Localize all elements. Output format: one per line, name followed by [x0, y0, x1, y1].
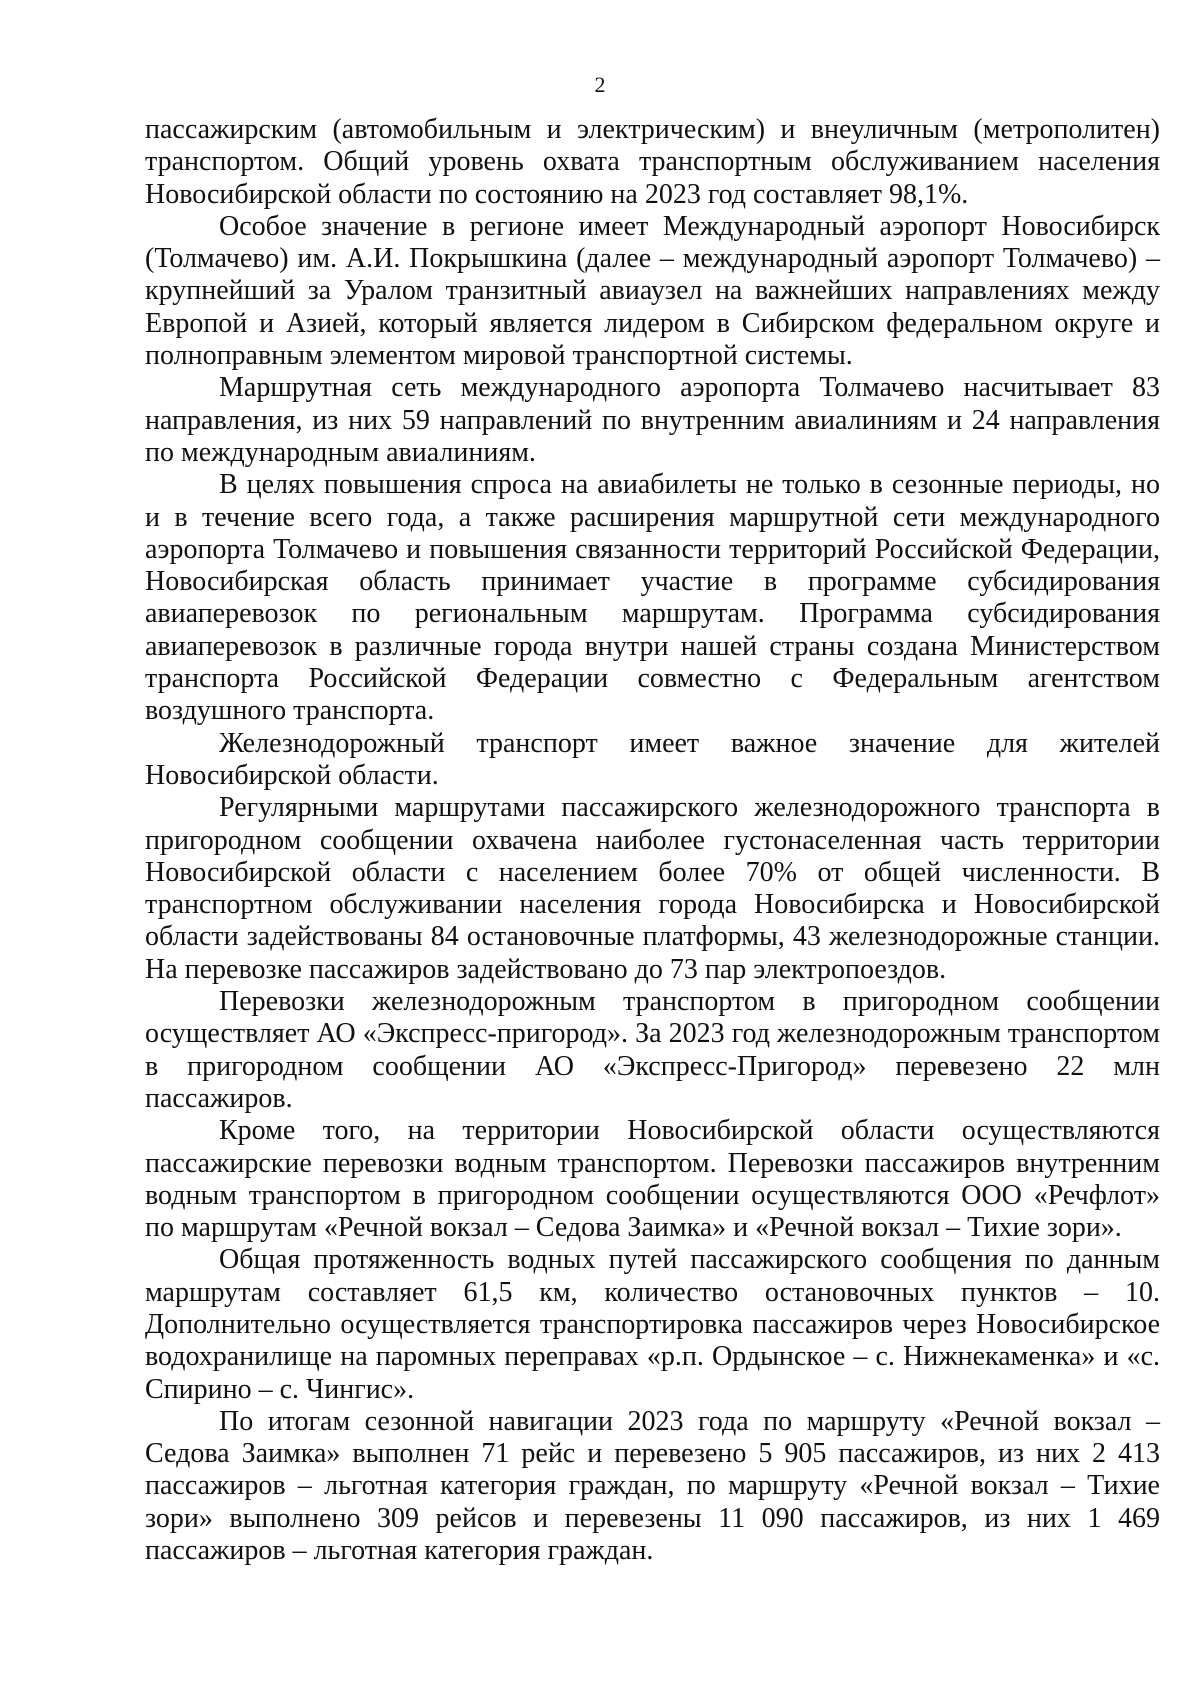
paragraph-express-prigorod: Перевозки железнодорожным транспортом в пригородном сообщении осуществляет АО «Экспресс-пригород». За 2023 год железнодорожным транспортом в пригородном сообщении АО «Экспресс-Пригород» перевезено 22 млн пассажиров. — [145, 986, 1160, 1114]
paragraph-subsidy-program: В целях повышения спроса на авиабилеты не только в сезонные периоды, но и в течение всего года, а также расширения маршрутной сети международного аэропорта Толмачево и повышения связанности территорий Российской Федерации, Новосибирская область принимает участие в программе субсидирования авиаперевозок по региональным маршрутам. Программа субсидирования авиаперевозок в различные города внутри нашей страны создана Министерством транспорта Российской Федерации совместно с Федеральным агентством воздушного транспорта. — [145, 469, 1160, 727]
paragraph-water-transport: Кроме того, на территории Новосибирской области осуществляются пассажирские перевозки водным транспортом. Перевозки пассажиров внутренним водным транспортом в пригородном сообщении осуществляются ООО «Речфлот» по маршрутам «Речной вокзал – Седова Заимка» и «Речной вокзал – Тихие зори». — [145, 1115, 1160, 1244]
paragraph-transport-coverage: пассажирским (автомобильным и электрическим) и внеуличным (метрополитен) транспортом. Общий уровень охвата транспортным обслуживанием населения Новосибирской области по состоянию на 2023 год составляет 98,1%. — [145, 114, 1160, 210]
document-body — [145, 114, 1160, 1567]
page-number: 2 — [594, 72, 606, 97]
paragraph-railway-importance: Железнодорожный транспорт имеет важное значение для жителей Новосибирской области. — [145, 727, 1160, 791]
paragraph-tolmachevo-airport: Особое значение в регионе имеет Международный аэропорт Новосибирск (Толмачево) им. А.И. Покрышкина (далее – международный аэропорт Толмачево) – крупнейший за Уралом транзитный авиаузел на важнейших направлениях между Европой и Азией, который является лидером в Сибирском федеральном округе и полноправным элементом мировой транспортной системы. — [145, 210, 1160, 372]
paragraph-suburban-rail-coverage: Регулярными маршрутами пассажирского железнодорожного транспорта в пригородном сообщении охвачена наиболее густонаселенная часть территории Новосибирской области с населением более 70% от общей численности. В транспортном обслуживании населения города Новосибирска и Новосибирской области задействованы 84 остановочные платформы, 43 железнодорожные станции. На перевозке пассажиров задействовано до 73 пар электропоездов. — [145, 792, 1160, 985]
paragraph-navigation-results: По итогам сезонной навигации 2023 года по маршруту «Речной вокзал – Седова Заимка» выполнен 71 рейс и перевезено 5 905 пассажиров, из них 2 413 пассажиров – льготная категория граждан, по маршруту «Речной вокзал – Тихие зори» выполнено 309 рейсов и перевезены 11 090 пассажиров, из них 1 469 пассажиров – льготная категория граждан. — [145, 1405, 1160, 1567]
paragraph-waterways-length: Общая протяженность водных путей пассажирского сообщения по данным маршрутам составляет 61,5 км, количество остановочных пунктов – 10. Дополнительно осуществляется транспортировка пассажиров через Новосибирское водохранилище на паромных переправах «р.п. Ордынское – с. Нижнекаменка» и «с. Спирино – с. Чингис». — [145, 1244, 1160, 1405]
paragraph-route-network: Маршрутная сеть международного аэропорта Толмачево насчитывает 83 направления, из них 59 направлений по внутренним авиалиниям и 24 направления по международным авиалиниям. — [145, 372, 1160, 468]
